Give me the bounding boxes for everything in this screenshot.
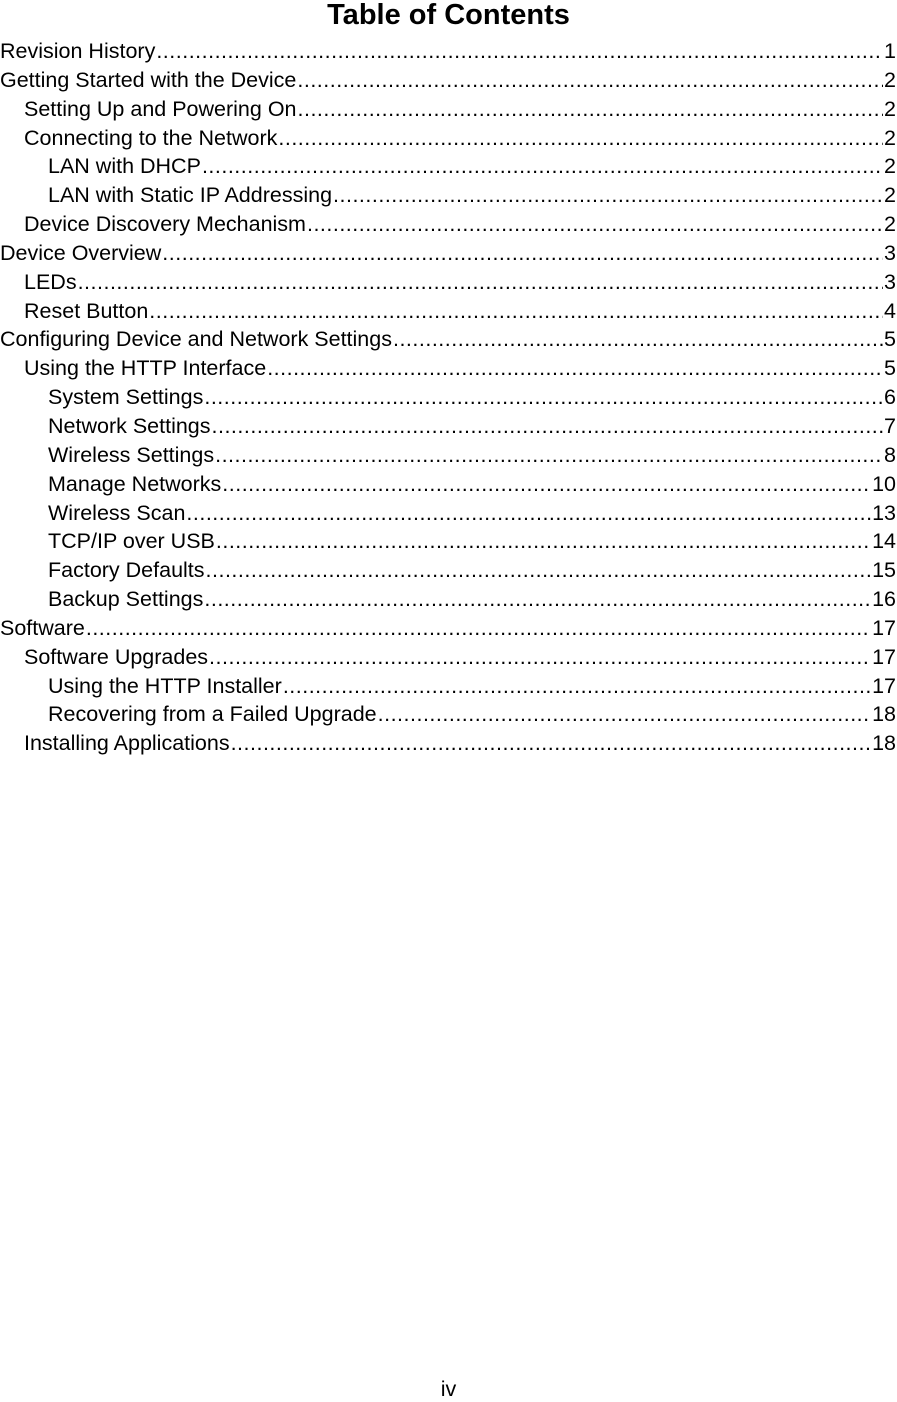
toc-entry[interactable]: [0, 614, 897, 643]
toc-dot-leader: [156, 37, 883, 65]
toc-entry-label: Reset Button: [24, 298, 149, 323]
toc-page-number: 2: [884, 67, 896, 92]
toc-entry[interactable]: [0, 585, 897, 614]
toc-dot-leader: [86, 614, 871, 642]
toc-dot-leader: [297, 66, 883, 94]
toc-entry-label: Using the HTTP Installer: [48, 673, 282, 698]
toc-page-number: 13: [872, 500, 896, 525]
page-title: Table of Contents: [327, 0, 570, 31]
toc-dot-leader: [231, 729, 872, 757]
toc-entry[interactable]: [0, 239, 897, 268]
toc-entry-label: Setting Up and Powering On: [24, 96, 297, 121]
toc-entry[interactable]: [0, 325, 897, 354]
toc-entry[interactable]: [0, 527, 897, 556]
toc-entry-label: LEDs: [24, 269, 77, 294]
toc-page-number: 5: [884, 356, 896, 381]
toc-entry[interactable]: [0, 124, 897, 153]
toc-dot-leader: [307, 210, 883, 238]
toc-entry[interactable]: [0, 556, 897, 585]
toc-entry-label: Software Upgrades: [24, 644, 209, 669]
toc-dot-leader: [206, 556, 872, 584]
toc-dot-leader: [283, 672, 871, 700]
toc-page-number: 17: [872, 644, 896, 669]
toc-page-number: 14: [872, 529, 896, 554]
toc-page-number: 2: [884, 125, 896, 150]
toc-page-number: 10: [872, 471, 896, 496]
toc-entry[interactable]: [0, 181, 897, 210]
toc-entry-label: Wireless Settings: [48, 442, 215, 467]
toc-entry[interactable]: [0, 672, 897, 701]
toc-dot-leader: [186, 499, 871, 527]
toc-entry-label: Using the HTTP Interface: [24, 356, 267, 381]
toc-page-number: 3: [884, 240, 896, 265]
toc-dot-leader: [222, 470, 871, 498]
toc-page-number: 16: [872, 587, 896, 612]
toc-dot-leader: [149, 297, 883, 325]
toc-dot-leader: [333, 181, 883, 209]
toc-entry-label: LAN with DHCP: [48, 154, 201, 179]
page-number: iv: [440, 1377, 457, 1401]
toc-entry-label: Manage Networks: [48, 471, 222, 496]
toc-page-number: 3: [884, 269, 896, 294]
toc-entry-label: TCP/IP over USB: [48, 529, 215, 554]
toc-entry[interactable]: [0, 412, 897, 441]
toc-dot-leader: [202, 152, 883, 180]
toc-page-number: 2: [884, 183, 896, 208]
toc-entry-label: Software: [0, 615, 85, 640]
toc-entry[interactable]: [0, 499, 897, 528]
toc-dot-leader: [298, 95, 884, 123]
toc-entry-label: Factory Defaults: [48, 558, 205, 583]
toc-entry-label: Device Overview: [0, 240, 162, 265]
table-of-contents: [0, 37, 897, 758]
toc-dot-leader: [378, 700, 871, 728]
toc-page-number: 1: [884, 39, 896, 63]
toc-entry[interactable]: [0, 37, 897, 66]
toc-page-number: 2: [884, 212, 896, 237]
toc-page-number: 5: [884, 327, 896, 352]
toc-dot-leader: [216, 527, 871, 555]
toc-entry[interactable]: [0, 354, 897, 383]
toc-entry[interactable]: [0, 643, 897, 672]
toc-entry-label: Wireless Scan: [48, 500, 186, 525]
toc-entry-label: Installing Applications: [24, 731, 230, 756]
toc-page-number: 18: [872, 702, 896, 727]
toc-entry[interactable]: [0, 470, 897, 499]
toc-entry-label: System Settings: [48, 385, 204, 410]
toc-entry[interactable]: [0, 383, 897, 412]
toc-entry[interactable]: [0, 729, 897, 758]
toc-page-number: 4: [884, 298, 896, 323]
toc-entry-label: Device Discovery Mechanism: [24, 212, 306, 237]
toc-dot-leader: [267, 354, 883, 382]
toc-entry[interactable]: [0, 268, 897, 297]
toc-dot-leader: [162, 239, 883, 267]
toc-entry[interactable]: [0, 152, 897, 181]
toc-dot-leader: [212, 412, 884, 440]
toc-dot-leader: [204, 585, 871, 613]
toc-page-number: 18: [872, 731, 896, 756]
toc-entry-label: Network Settings: [48, 413, 211, 438]
toc-entry[interactable]: [0, 441, 897, 470]
toc-entry[interactable]: [0, 297, 897, 326]
toc-entry[interactable]: [0, 700, 897, 729]
toc-page-number: 2: [884, 96, 896, 121]
toc-page-number: 17: [872, 673, 896, 698]
toc-entry-label: Recovering from a Failed Upgrade: [48, 702, 377, 727]
toc-entry-label: Configuring Device and Network Settings: [0, 327, 392, 352]
toc-page-number: 15: [872, 558, 896, 583]
toc-entry[interactable]: [0, 66, 897, 95]
toc-page-number: 2: [884, 154, 896, 179]
toc-page-number: 8: [884, 442, 896, 467]
toc-dot-leader: [278, 124, 883, 152]
toc-entry-label: Backup Settings: [48, 587, 204, 612]
toc-page-number: 17: [872, 615, 896, 640]
toc-page-number: 6: [884, 385, 896, 410]
toc-dot-leader: [209, 643, 871, 671]
toc-entry-label: Connecting to the Network: [24, 125, 278, 150]
toc-entry-label: LAN with Static IP Addressing: [48, 183, 333, 208]
toc-dot-leader: [393, 325, 883, 353]
toc-page-number: 7: [884, 413, 896, 438]
toc-dot-leader: [204, 383, 883, 411]
toc-entry-label: Revision History: [0, 39, 156, 63]
toc-dot-leader: [78, 268, 883, 296]
toc-entry-label: Getting Started with the Device: [0, 67, 297, 92]
toc-entry[interactable]: [0, 210, 897, 239]
toc-dot-leader: [215, 441, 883, 469]
toc-entry[interactable]: [0, 95, 897, 124]
